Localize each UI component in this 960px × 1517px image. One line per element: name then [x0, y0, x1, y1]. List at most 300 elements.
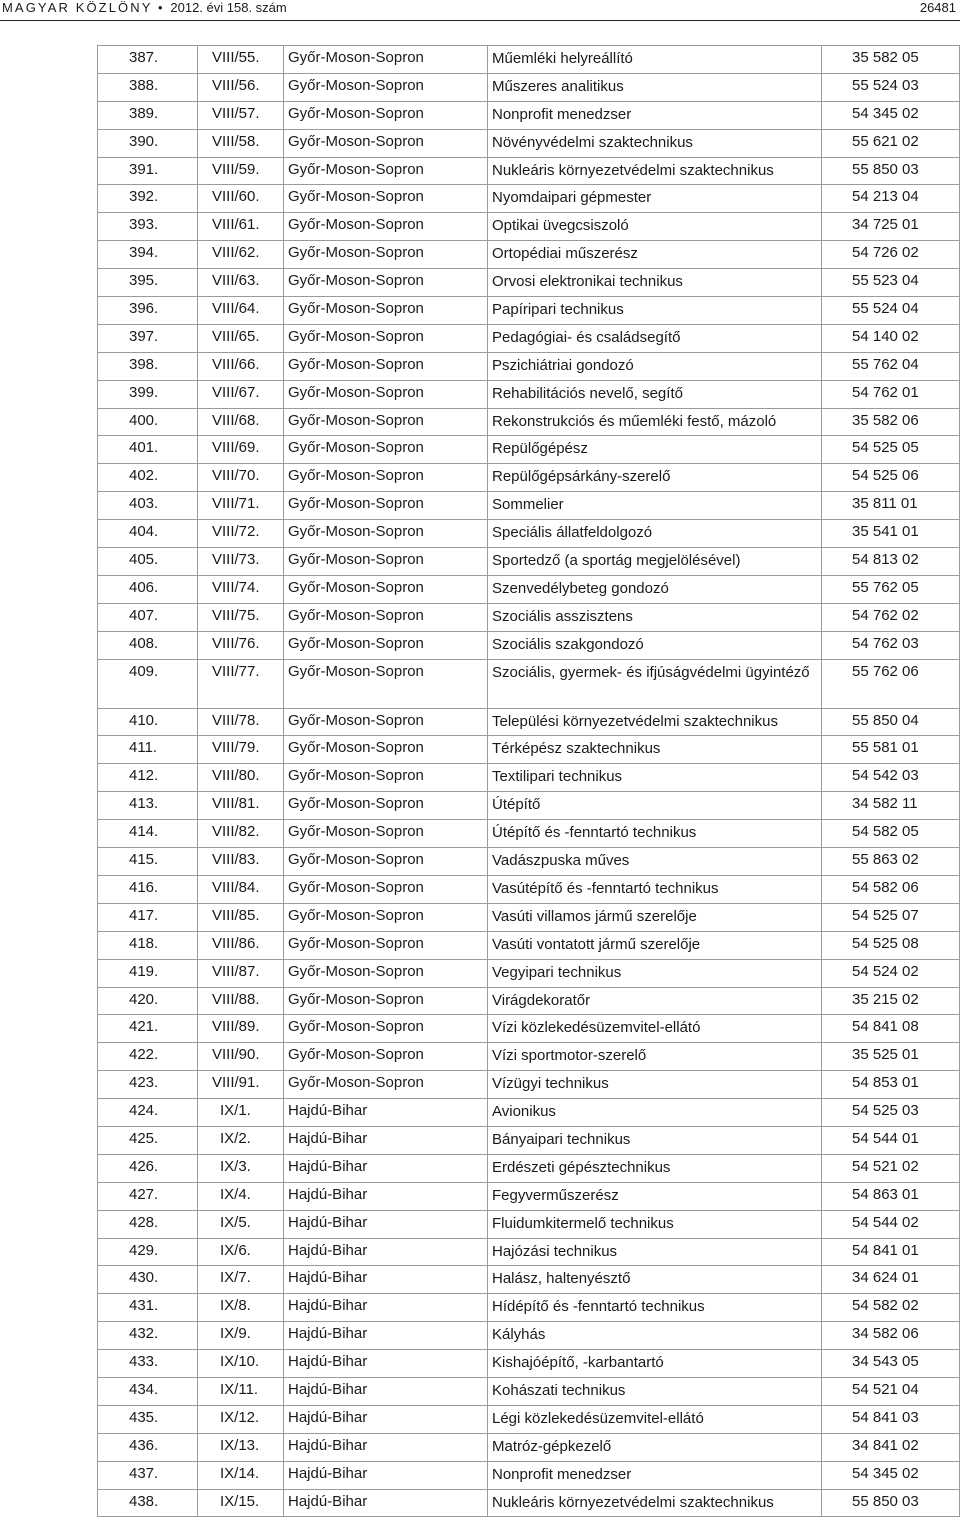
okj-code: 54 525 08 [822, 931, 960, 959]
region-code: VIII/64. [198, 297, 284, 325]
table-row [98, 1126, 960, 1154]
table-row [98, 1461, 960, 1489]
county-cell: Győr-Moson-Sopron [284, 848, 488, 876]
row-number: 396. [98, 297, 198, 325]
county-cell: Hajdú-Bihar [284, 1433, 488, 1461]
county-cell: Győr-Moson-Sopron [284, 820, 488, 848]
table-row [98, 520, 960, 548]
table-row [98, 1238, 960, 1266]
qualification-name: Repülőgépész [488, 436, 822, 464]
region-code: VIII/59. [198, 157, 284, 185]
row-number: 389. [98, 101, 198, 129]
county-cell: Győr-Moson-Sopron [284, 213, 488, 241]
qualification-name: Légi közlekedésüzemvitel-ellátó [488, 1405, 822, 1433]
county-cell: Hajdú-Bihar [284, 1377, 488, 1405]
region-code: IX/11. [198, 1377, 284, 1405]
table-row [98, 1433, 960, 1461]
qualification-name: Vasúti villamos jármű szerelője [488, 903, 822, 931]
county-cell: Hajdú-Bihar [284, 1461, 488, 1489]
okj-code: 34 841 02 [822, 1433, 960, 1461]
table-row [98, 185, 960, 213]
qualification-name: Fluidumkitermelő technikus [488, 1210, 822, 1238]
qualification-name: Kályhás [488, 1322, 822, 1350]
qualification-name: Ortopédiai műszerész [488, 241, 822, 269]
county-cell: Hajdú-Bihar [284, 1350, 488, 1378]
table-row [98, 1377, 960, 1405]
table-row [98, 213, 960, 241]
row-number: 398. [98, 352, 198, 380]
okj-code: 54 525 07 [822, 903, 960, 931]
okj-code: 54 525 06 [822, 464, 960, 492]
region-code: VIII/60. [198, 185, 284, 213]
okj-code: 55 581 01 [822, 736, 960, 764]
okj-code: 54 524 02 [822, 959, 960, 987]
row-number: 418. [98, 931, 198, 959]
county-cell: Hajdú-Bihar [284, 1182, 488, 1210]
qualification-name: Hajózási technikus [488, 1238, 822, 1266]
county-cell: Hajdú-Bihar [284, 1294, 488, 1322]
okj-code: 55 523 04 [822, 269, 960, 297]
okj-code: 54 841 03 [822, 1405, 960, 1433]
qualification-name: Útépítő és -fenntartó technikus [488, 820, 822, 848]
okj-code: 55 524 04 [822, 297, 960, 325]
okj-code: 54 726 02 [822, 241, 960, 269]
county-cell: Győr-Moson-Sopron [284, 436, 488, 464]
qualification-name: Fegyverműszerész [488, 1182, 822, 1210]
table-row [98, 352, 960, 380]
table-row [98, 736, 960, 764]
qualification-name: Vegyipari technikus [488, 959, 822, 987]
county-cell: Győr-Moson-Sopron [284, 631, 488, 659]
table-row [98, 297, 960, 325]
okj-code: 55 762 04 [822, 352, 960, 380]
region-code: IX/12. [198, 1405, 284, 1433]
region-code: VIII/73. [198, 548, 284, 576]
okj-code: 35 811 01 [822, 492, 960, 520]
okj-code: 54 582 06 [822, 875, 960, 903]
table-row [98, 548, 960, 576]
region-code: VIII/80. [198, 764, 284, 792]
qualification-name: Kohászati technikus [488, 1377, 822, 1405]
county-cell: Győr-Moson-Sopron [284, 575, 488, 603]
qualification-name: Vízi sportmotor-szerelő [488, 1043, 822, 1071]
row-number: 400. [98, 408, 198, 436]
row-number: 421. [98, 1015, 198, 1043]
county-cell: Győr-Moson-Sopron [284, 464, 488, 492]
county-cell: Győr-Moson-Sopron [284, 603, 488, 631]
region-code: VIII/87. [198, 959, 284, 987]
qualification-name: Növényvédelmi szaktechnikus [488, 129, 822, 157]
row-number: 407. [98, 603, 198, 631]
table-row [98, 1322, 960, 1350]
qualification-name: Rekonstrukciós és műemléki festő, mázoló [488, 408, 822, 436]
region-code: VIII/82. [198, 820, 284, 848]
table-row [98, 1266, 960, 1294]
table-row [98, 73, 960, 101]
qualification-name: Szociális, gyermek- és ifjúságvédelmi ügyintéző [488, 659, 822, 708]
qualification-name: Repülőgépsárkány-szerelő [488, 464, 822, 492]
okj-code: 54 521 02 [822, 1154, 960, 1182]
qualification-name: Pedagógiai- és családsegítő [488, 324, 822, 352]
table-row [98, 575, 960, 603]
qualification-name: Avionikus [488, 1099, 822, 1127]
table-row [98, 1489, 960, 1517]
table-row [98, 1015, 960, 1043]
header-divider [0, 20, 960, 21]
region-code: VIII/55. [198, 46, 284, 74]
table-row [98, 1154, 960, 1182]
table-row [98, 157, 960, 185]
table-row [98, 269, 960, 297]
table-row [98, 101, 960, 129]
qualification-name: Papíripari technikus [488, 297, 822, 325]
county-cell: Győr-Moson-Sopron [284, 129, 488, 157]
table-row [98, 1043, 960, 1071]
okj-code: 54 521 04 [822, 1377, 960, 1405]
row-number: 404. [98, 520, 198, 548]
qualification-table [97, 45, 960, 1517]
table-row [98, 820, 960, 848]
qualification-name: Orvosi elektronikai technikus [488, 269, 822, 297]
okj-code: 54 140 02 [822, 324, 960, 352]
county-cell: Győr-Moson-Sopron [284, 548, 488, 576]
region-code: IX/10. [198, 1350, 284, 1378]
county-cell: Győr-Moson-Sopron [284, 101, 488, 129]
row-number: 427. [98, 1182, 198, 1210]
county-cell: Hajdú-Bihar [284, 1322, 488, 1350]
region-code: IX/3. [198, 1154, 284, 1182]
row-number: 406. [98, 575, 198, 603]
okj-code: 54 762 02 [822, 603, 960, 631]
qualification-name: Optikai üvegcsiszoló [488, 213, 822, 241]
qualification-name: Halász, haltenyésztő [488, 1266, 822, 1294]
row-number: 401. [98, 436, 198, 464]
row-number: 413. [98, 792, 198, 820]
county-cell: Győr-Moson-Sopron [284, 1043, 488, 1071]
row-number: 435. [98, 1405, 198, 1433]
qualification-name: Útépítő [488, 792, 822, 820]
county-cell: Győr-Moson-Sopron [284, 380, 488, 408]
qualification-name: Nonprofit menedzser [488, 101, 822, 129]
qualification-name: Textilipari technikus [488, 764, 822, 792]
row-number: 408. [98, 631, 198, 659]
qualification-name: Hídépítő és -fenntartó technikus [488, 1294, 822, 1322]
okj-code: 54 525 05 [822, 436, 960, 464]
county-cell: Győr-Moson-Sopron [284, 324, 488, 352]
table-row [98, 436, 960, 464]
okj-code: 55 850 03 [822, 1489, 960, 1517]
table-row [98, 987, 960, 1015]
region-code: VIII/67. [198, 380, 284, 408]
bullet-separator: • [158, 0, 165, 15]
region-code: VIII/79. [198, 736, 284, 764]
qualification-name: Erdészeti gépésztechnikus [488, 1154, 822, 1182]
okj-code: 54 762 01 [822, 380, 960, 408]
table-row [98, 380, 960, 408]
row-number: 392. [98, 185, 198, 213]
qualification-name: Vízügyi technikus [488, 1071, 822, 1099]
county-cell: Győr-Moson-Sopron [284, 46, 488, 74]
row-number: 388. [98, 73, 198, 101]
okj-code: 55 524 03 [822, 73, 960, 101]
region-code: VIII/56. [198, 73, 284, 101]
row-number: 436. [98, 1433, 198, 1461]
qualification-name: Nukleáris környezetvédelmi szaktechnikus [488, 1489, 822, 1517]
county-cell: Győr-Moson-Sopron [284, 736, 488, 764]
region-code: VIII/68. [198, 408, 284, 436]
row-number: 414. [98, 820, 198, 848]
region-code: IX/4. [198, 1182, 284, 1210]
row-number: 426. [98, 1154, 198, 1182]
region-code: IX/8. [198, 1294, 284, 1322]
region-code: VIII/83. [198, 848, 284, 876]
table-row [98, 903, 960, 931]
region-code: VIII/84. [198, 875, 284, 903]
row-number: 387. [98, 46, 198, 74]
qualification-name: Települési környezetvédelmi szaktechnikus [488, 708, 822, 736]
row-number: 424. [98, 1099, 198, 1127]
okj-code: 55 850 04 [822, 708, 960, 736]
region-code: VIII/76. [198, 631, 284, 659]
table-row [98, 129, 960, 157]
row-number: 395. [98, 269, 198, 297]
region-code: IX/5. [198, 1210, 284, 1238]
row-number: 403. [98, 492, 198, 520]
okj-code: 55 863 02 [822, 848, 960, 876]
qualification-name: Vasúti vontatott jármű szerelője [488, 931, 822, 959]
row-number: 394. [98, 241, 198, 269]
region-code: VIII/86. [198, 931, 284, 959]
okj-code: 34 582 11 [822, 792, 960, 820]
row-number: 412. [98, 764, 198, 792]
table-row [98, 1350, 960, 1378]
row-number: 417. [98, 903, 198, 931]
row-number: 390. [98, 129, 198, 157]
region-code: VIII/90. [198, 1043, 284, 1071]
region-code: IX/6. [198, 1238, 284, 1266]
county-cell: Győr-Moson-Sopron [284, 73, 488, 101]
county-cell: Hajdú-Bihar [284, 1238, 488, 1266]
table-row [98, 408, 960, 436]
county-cell: Hajdú-Bihar [284, 1266, 488, 1294]
okj-code: 54 582 05 [822, 820, 960, 848]
region-code: IX/9. [198, 1322, 284, 1350]
qualification-name: Speciális állatfeldolgozó [488, 520, 822, 548]
table-row [98, 848, 960, 876]
county-cell: Győr-Moson-Sopron [284, 269, 488, 297]
okj-code: 54 213 04 [822, 185, 960, 213]
okj-code: 34 582 06 [822, 1322, 960, 1350]
region-code: VIII/85. [198, 903, 284, 931]
region-code: IX/14. [198, 1461, 284, 1489]
region-code: VIII/66. [198, 352, 284, 380]
county-cell: Győr-Moson-Sopron [284, 903, 488, 931]
county-cell: Győr-Moson-Sopron [284, 520, 488, 548]
okj-code: 54 525 03 [822, 1099, 960, 1127]
qualification-name: Szociális asszisztens [488, 603, 822, 631]
qualification-name: Nukleáris környezetvédelmi szaktechnikus [488, 157, 822, 185]
table-row [98, 1294, 960, 1322]
okj-code: 34 725 01 [822, 213, 960, 241]
county-cell: Hajdú-Bihar [284, 1405, 488, 1433]
county-cell: Hajdú-Bihar [284, 1126, 488, 1154]
county-cell: Győr-Moson-Sopron [284, 1071, 488, 1099]
okj-code: 35 582 06 [822, 408, 960, 436]
okj-code: 34 543 05 [822, 1350, 960, 1378]
qualification-name: Sportedző (a sportág megjelölésével) [488, 548, 822, 576]
table-row [98, 708, 960, 736]
row-number: 430. [98, 1266, 198, 1294]
table-row [98, 464, 960, 492]
region-code: IX/2. [198, 1126, 284, 1154]
row-number: 405. [98, 548, 198, 576]
qualification-name: Kishajóépítő, -karbantartó [488, 1350, 822, 1378]
table-row [98, 1210, 960, 1238]
table-row [98, 1071, 960, 1099]
qualification-name: Nonprofit menedzser [488, 1461, 822, 1489]
table-row [98, 875, 960, 903]
region-code: VIII/63. [198, 269, 284, 297]
county-cell: Győr-Moson-Sopron [284, 297, 488, 325]
okj-code: 54 841 08 [822, 1015, 960, 1043]
okj-code: 35 525 01 [822, 1043, 960, 1071]
row-number: 415. [98, 848, 198, 876]
row-number: 399. [98, 380, 198, 408]
qualification-name: Nyomdaipari gépmester [488, 185, 822, 213]
issue-label: 2012. évi 158. szám [170, 0, 287, 15]
row-number: 422. [98, 1043, 198, 1071]
county-cell: Győr-Moson-Sopron [284, 987, 488, 1015]
qualification-name: Bányaipari technikus [488, 1126, 822, 1154]
row-number: 397. [98, 324, 198, 352]
county-cell: Győr-Moson-Sopron [284, 931, 488, 959]
okj-code: 54 544 02 [822, 1210, 960, 1238]
okj-code: 54 762 03 [822, 631, 960, 659]
okj-code: 54 841 01 [822, 1238, 960, 1266]
region-code: VIII/89. [198, 1015, 284, 1043]
qualification-name: Sommelier [488, 492, 822, 520]
table-row [98, 1182, 960, 1210]
county-cell: Győr-Moson-Sopron [284, 875, 488, 903]
region-code: VIII/71. [198, 492, 284, 520]
okj-code: 54 582 02 [822, 1294, 960, 1322]
okj-code: 35 215 02 [822, 987, 960, 1015]
okj-code: 54 544 01 [822, 1126, 960, 1154]
county-cell: Győr-Moson-Sopron [284, 792, 488, 820]
county-cell: Győr-Moson-Sopron [284, 241, 488, 269]
qualification-name: Vízi közlekedésüzemvitel-ellátó [488, 1015, 822, 1043]
okj-code: 55 762 06 [822, 659, 960, 708]
region-code: VIII/91. [198, 1071, 284, 1099]
page-number: 26481 [919, 0, 956, 15]
row-number: 393. [98, 213, 198, 241]
qualification-name: Szociális szakgondozó [488, 631, 822, 659]
row-number: 437. [98, 1461, 198, 1489]
region-code: VIII/81. [198, 792, 284, 820]
row-number: 391. [98, 157, 198, 185]
region-code: VIII/78. [198, 708, 284, 736]
county-cell: Győr-Moson-Sopron [284, 959, 488, 987]
table-row [98, 792, 960, 820]
page-header [0, 0, 960, 24]
table-row [98, 241, 960, 269]
table-row [98, 631, 960, 659]
region-code: VIII/72. [198, 520, 284, 548]
row-number: 420. [98, 987, 198, 1015]
region-code: VIII/75. [198, 603, 284, 631]
county-cell: Győr-Moson-Sopron [284, 185, 488, 213]
table-body [98, 46, 960, 1517]
region-code: VIII/65. [198, 324, 284, 352]
county-cell: Győr-Moson-Sopron [284, 408, 488, 436]
row-number: 429. [98, 1238, 198, 1266]
county-cell: Győr-Moson-Sopron [284, 492, 488, 520]
region-code: VIII/62. [198, 241, 284, 269]
qualification-name: Vasútépítő és -fenntartó technikus [488, 875, 822, 903]
okj-code: 35 582 05 [822, 46, 960, 74]
row-number: 419. [98, 959, 198, 987]
table-row [98, 492, 960, 520]
region-code: IX/13. [198, 1433, 284, 1461]
row-number: 438. [98, 1489, 198, 1517]
row-number: 432. [98, 1322, 198, 1350]
table-row [98, 959, 960, 987]
okj-code: 54 863 01 [822, 1182, 960, 1210]
region-code: IX/1. [198, 1099, 284, 1127]
county-cell: Győr-Moson-Sopron [284, 1015, 488, 1043]
okj-code: 35 541 01 [822, 520, 960, 548]
row-number: 431. [98, 1294, 198, 1322]
okj-code: 54 853 01 [822, 1071, 960, 1099]
region-code: IX/7. [198, 1266, 284, 1294]
table-row [98, 764, 960, 792]
table-row [98, 1099, 960, 1127]
county-cell: Győr-Moson-Sopron [284, 764, 488, 792]
county-cell: Hajdú-Bihar [284, 1489, 488, 1517]
okj-code: 55 850 03 [822, 157, 960, 185]
table-row [98, 324, 960, 352]
county-cell: Győr-Moson-Sopron [284, 157, 488, 185]
row-number: 409. [98, 659, 198, 708]
table-row [98, 603, 960, 631]
row-number: 434. [98, 1377, 198, 1405]
row-number: 425. [98, 1126, 198, 1154]
county-cell: Győr-Moson-Sopron [284, 352, 488, 380]
row-number: 402. [98, 464, 198, 492]
okj-code: 55 621 02 [822, 129, 960, 157]
row-number: 411. [98, 736, 198, 764]
okj-code: 34 624 01 [822, 1266, 960, 1294]
region-code: VIII/70. [198, 464, 284, 492]
qualification-name: Térképész szaktechnikus [488, 736, 822, 764]
row-number: 410. [98, 708, 198, 736]
table-row [98, 659, 960, 708]
row-number: 423. [98, 1071, 198, 1099]
okj-code: 55 762 05 [822, 575, 960, 603]
qualification-name: Rehabilitációs nevelő, segítő [488, 380, 822, 408]
county-cell: Győr-Moson-Sopron [284, 708, 488, 736]
county-cell: Hajdú-Bihar [284, 1210, 488, 1238]
table-row [98, 931, 960, 959]
journal-title: MAGYAR KÖZLÖNY [2, 0, 153, 15]
okj-code: 54 813 02 [822, 548, 960, 576]
region-code: VIII/88. [198, 987, 284, 1015]
row-number: 428. [98, 1210, 198, 1238]
county-cell: Hajdú-Bihar [284, 1099, 488, 1127]
qualification-name: Matróz-gépkezelő [488, 1433, 822, 1461]
row-number: 416. [98, 875, 198, 903]
okj-code: 54 345 02 [822, 101, 960, 129]
